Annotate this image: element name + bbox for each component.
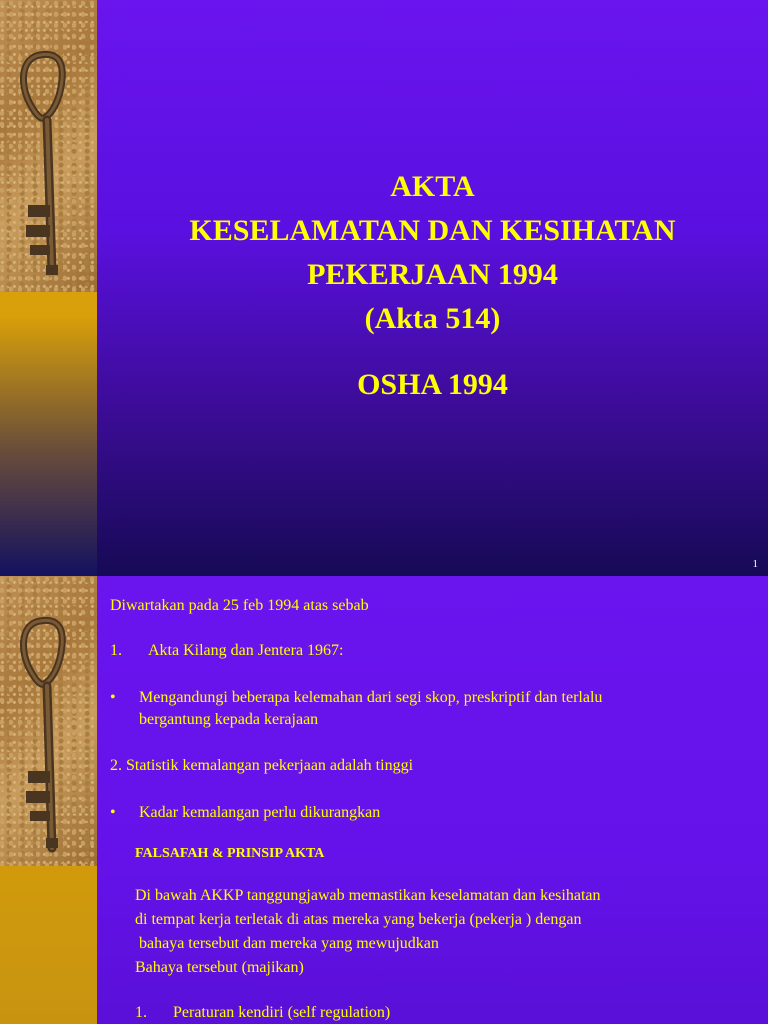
bullet-text: Mengandungi beberapa kelemahan dari segi skop, preskriptif dan terlalu — [139, 689, 603, 706]
paragraph-line-2: di tempat kerja terletak di atas mereka yang bekerja (pekerja ) dengan — [135, 911, 582, 928]
list-item-1 — [110, 641, 344, 661]
list-item-text: Peraturan kendiri (self regulation) — [173, 1004, 391, 1021]
paragraph-line-4: Bahaya tersebut (majikan) — [135, 959, 304, 976]
key-icon — [0, 576, 97, 868]
title-line-2: KESELAMATAN DAN KESIHATAN — [189, 214, 676, 247]
bullet-item-1-cont: bergantung kepada kerajaan — [139, 711, 319, 728]
title-line-4: (Akta 514) — [364, 302, 501, 335]
key-icon — [0, 0, 97, 292]
bullet-icon: • — [110, 689, 116, 706]
list-item-2: 2. Statistik kemalangan pekerjaan adalah tinggi — [110, 757, 414, 774]
bullet-item-2 — [110, 803, 380, 823]
paragraph-line-3: bahaya tersebut dan mereka yang mewujudkan — [135, 935, 439, 952]
bullet-item-1 — [110, 688, 602, 708]
bullet-text: Kadar kemalangan perlu dikurangkan — [139, 804, 381, 821]
title-line-3: PEKERJAAN 1994 — [307, 258, 558, 291]
list-item-3 — [135, 1003, 390, 1023]
intro-text: Diwartakan pada 25 feb 1994 atas sebab — [110, 597, 369, 614]
title-line-1: AKTA — [390, 170, 475, 203]
paragraph-line-1: Di bawah AKKP tanggungjawab memastikan keselamatan dan kesihatan — [135, 887, 601, 904]
section-heading: FALSAFAH & PRINSIP AKTA — [135, 846, 325, 861]
list-item-text: Akta Kilang dan Jentera 1967: — [148, 642, 344, 659]
slide-subtitle: OSHA 1994 — [357, 368, 508, 401]
list-number: 1. — [135, 1004, 147, 1021]
slide-number: 1 — [752, 558, 758, 570]
slide-title — [97, 165, 768, 407]
list-number: 1. — [110, 642, 122, 659]
bullet-icon: • — [110, 804, 116, 821]
